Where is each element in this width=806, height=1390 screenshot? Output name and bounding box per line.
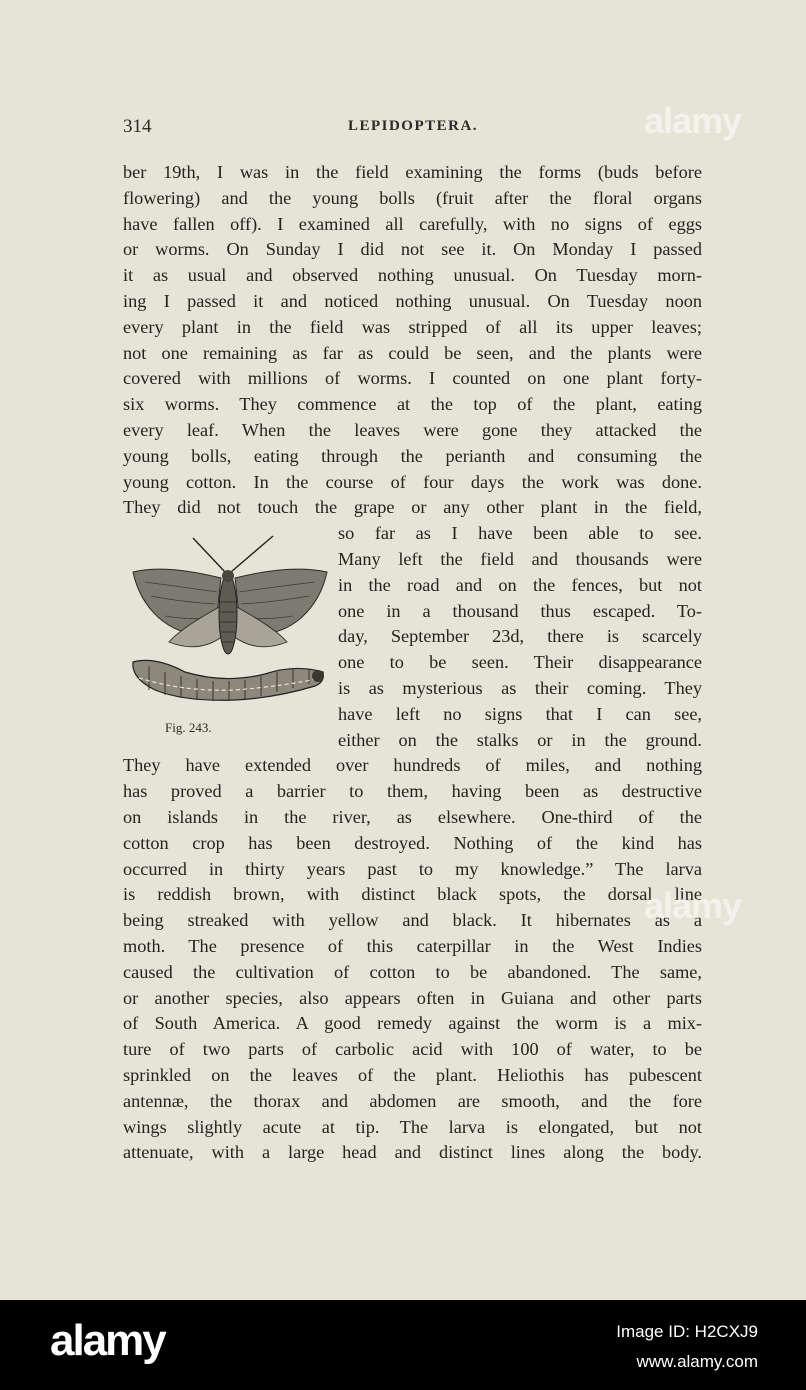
text-line: have fallen off). I examined all carefully, with no signs of eggs	[123, 213, 702, 234]
text-line: or another species, also appears often in Guiana and other parts	[123, 987, 702, 1008]
watermark-logo: alamy	[644, 885, 742, 926]
watermark-logo: alamy	[644, 100, 742, 141]
running-head: LEPIDOPTERA.	[347, 118, 479, 134]
text-line: in the road and on the fences, but not	[338, 574, 702, 595]
text-line: is as mysterious as their coming. They	[338, 678, 702, 698]
text-line: They did not touch the grape or any other plant in the field,	[123, 497, 702, 518]
site-url[interactable]: www.alamy.com	[636, 1352, 758, 1371]
text-line: antennæ, the thorax and abdomen are smooth, and the fore	[123, 1090, 702, 1111]
page-number: 314	[123, 116, 152, 137]
text-line: on islands in the river, as elsewhere. One-third of the	[123, 807, 702, 827]
text-line: of South America. A good remedy against the worm is a mix-	[123, 1013, 702, 1034]
text-line: moth. The presence of this caterpillar in the West Indies	[123, 936, 702, 956]
text-line: six worms. They commence at the top of the plant, eating	[123, 394, 702, 415]
text-line: one to be seen. Their disappearance	[338, 652, 702, 673]
stock-photo-banner	[0, 1300, 806, 1390]
text-line: young bolls, eating through the perianth and consuming the	[123, 445, 702, 466]
text-line: every leaf. When the leaves were gone they attacked the	[123, 420, 702, 440]
moth-illustration-icon	[125, 532, 331, 722]
text-line: is reddish brown, with distinct black spots, the dorsal line	[123, 884, 702, 905]
text-line: flowering) and the young bolls (fruit after the floral organs	[123, 187, 702, 208]
text-line: They have extended over hundreds of miles, and nothing	[123, 755, 702, 776]
text-line: cotton crop has been destroyed. Nothing of the kind has	[123, 832, 702, 853]
text-line: either on the stalks or in the ground.	[338, 729, 702, 750]
text-line: occurred in thirty years past to my knowledge.” The larva	[123, 858, 702, 879]
text-line: or worms. On Sunday I did not see it. On Monday I passed	[123, 239, 702, 260]
figure-caption: Fig. 243.	[165, 720, 212, 735]
text-line: being streaked with yellow and black. It hibernates as a	[123, 910, 702, 931]
text-line: day, September 23d, there is scarcely	[338, 626, 702, 647]
text-line: ing I passed it and noticed nothing unusual. On Tuesday noon	[123, 291, 702, 311]
text-line: wings slightly acute at tip. The larva is elongated, but not	[123, 1116, 702, 1137]
text-line: attenuate, with a large head and distinct lines along the body.	[123, 1142, 702, 1163]
text-line: caused the cultivation of cotton to be abandoned. The same,	[123, 961, 702, 982]
text-line: every plant in the field was stripped of all its upper leaves;	[123, 316, 702, 337]
text-line: sprinkled on the leaves of the plant. Heliothis has pubescent	[123, 1065, 702, 1085]
text-line: has proved a barrier to them, having been as destructive	[123, 781, 702, 802]
text-line: one in a thousand thus escaped. To-	[338, 600, 702, 621]
text-line: young cotton. In the course of four days the work was done.	[123, 471, 702, 492]
text-line: it as usual and observed nothing unusual. On Tuesday morn-	[123, 265, 702, 286]
text-line: ture of two parts of carbolic acid with 100 of water, to be	[123, 1039, 702, 1060]
text-line: not one remaining as far as could be seen, and the plants were	[123, 342, 702, 363]
moth-and-larva-illustration	[125, 532, 331, 722]
image-id: Image ID: H2CXJ9	[616, 1322, 758, 1341]
text-line: covered with millions of worms. I counted on one plant forty-	[123, 368, 702, 389]
page-header	[123, 116, 703, 140]
text-line: so far as I have been able to see.	[338, 523, 702, 544]
text-line: have left no signs that I can see,	[338, 703, 702, 724]
text-line: Many left the field and thousands were	[338, 549, 702, 569]
text-line: ber 19th, I was in the field examining the forms (buds before	[123, 162, 702, 182]
alamy-logo[interactable]: alamy	[50, 1316, 165, 1365]
